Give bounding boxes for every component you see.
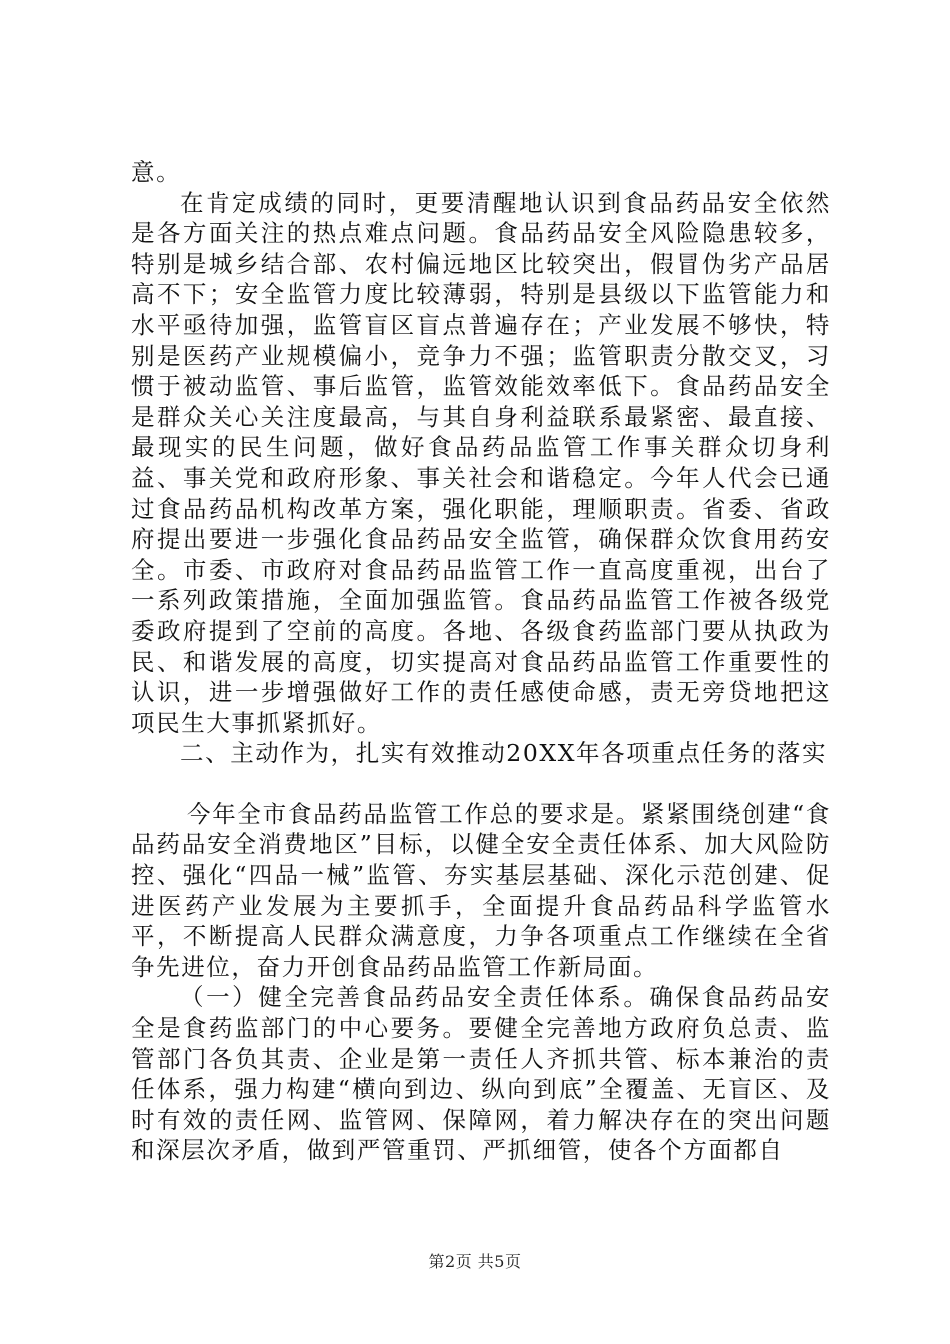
section-heading: 二、主动作为，扎实有效推动20XX年各项重点任务的落实 xyxy=(180,739,828,768)
paragraph-responsibility-system: （一）健全完善食品药品安全责任体系。确保食品药品安全是食药监部门的中心要务。要健全完善地方政府负总责、监管部门各负其责、企业是第一责任人齐抓共管、标本兼治的责任体系，强力构建“横向到边、纵向到底”全覆盖、无盲区、及时有效的责任网、监管网、保障网，着力解决存在的突出问题和深层次矛盾，做到严管重罚、严抓细管，使各个方面都自 xyxy=(131,983,831,1165)
page-number-footer: 第2页 共5页 xyxy=(428,1252,522,1271)
paragraph-continuation: 意。 xyxy=(131,158,182,186)
blank-line xyxy=(131,769,831,799)
paragraph-requirements: 今年全市食品药品监管工作总的要求是。紧紧围绕创建“食品药品安全消费地区”目标，以健全安全责任体系、加大风险防控、强化“四品一械”监管、夯实基层基础、深化示范创建、促进医药产业发展为主要抓手，全面提升食品药品科学监管水平，不断提高人民群众满意度，力争各项重点工作继续在全省争先进位，奋力开创食品药品监管工作新局面。 xyxy=(131,799,831,981)
document-body xyxy=(131,157,831,1166)
paragraph-achievements: 在肯定成绩的同时，更要清醒地认识到食品药品安全依然是各方面关注的热点难点问题。食品药品安全风险隐患较多，特别是城乡结合部、农村偏远地区比较突出，假冒伪劣产品居高不下；安全监管力度比较薄弱，特别是县级以下监管能力和水平亟待加强，监管盲区盲点普遍存在；产业发展不够快，特别是医药产业规模偏小，竞争力不强；监管职责分散交叉，习惯于被动监管、事后监管，监管效能效率低下。食品药品安全是群众关心关注度最高，与其自身利益联系最紧密、最直接、最现实的民生问题，做好食品药品监管工作事关群众切身利益、事关党和政府形象、事关社会和谐稳定。今年人代会已通过食品药品机构改革方案，强化职能，理顺职责。省委、省政府提出要进一步强化食品药品安全监管，确保群众饮食用药安全。市委、市政府对食品药品监管工作一直高度重视，出台了一系列政策措施，全面加强监管。食品药品监管工作被各级党委政府提到了空前的高度。各地、各级食药监部门要从执政为民、和谐发展的高度，切实提高对食品药品监管工作重要性的认识，进一步增强做好工作的责任感使命感，责无旁贷地把这项民生大事抓紧抓好。 xyxy=(131,188,831,737)
